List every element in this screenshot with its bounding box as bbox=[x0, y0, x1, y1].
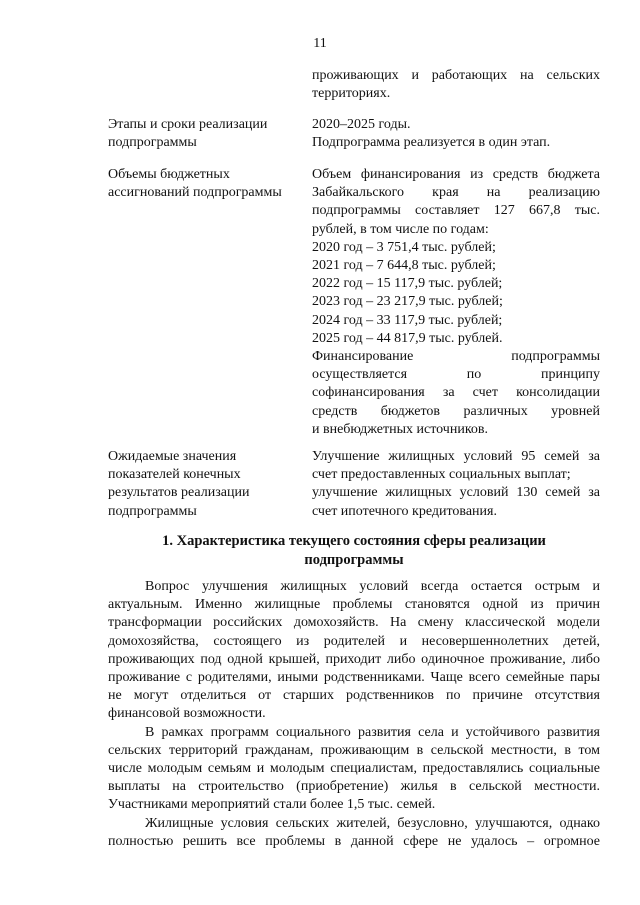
passport-value bbox=[312, 448, 600, 521]
passport-label bbox=[108, 166, 312, 439]
value-line: и внебюджетных источников. bbox=[312, 421, 489, 437]
body-line: полностью решить все проблемы в данной сфере не удалось – огромное bbox=[108, 833, 600, 849]
body-line: В рамках программ социального развития села и устойчивого развития bbox=[145, 724, 600, 740]
label-line: ассигнований подпрограммы bbox=[108, 185, 282, 201]
passport-value bbox=[312, 116, 600, 152]
value-line: Объем финансирования из средств бюджета bbox=[312, 167, 600, 182]
value-line: 2024 год – 33 117,9 тыс. рублей; bbox=[312, 312, 503, 328]
label-line: показателей конечных bbox=[108, 467, 241, 483]
body-line: трансформации российских домохозяйств. На смену классической модели bbox=[108, 615, 600, 631]
value-line: улучшение жилищных условий 130 семей за bbox=[312, 485, 600, 501]
body-line: выплаты на строительство (приобретение) жилья в сельской местности. bbox=[108, 779, 600, 795]
body-line: числе молодым семьям и молодым специалистам, предоставлялись социальные bbox=[108, 761, 600, 777]
passport-row-expected-results bbox=[108, 448, 600, 521]
passport-label-empty bbox=[108, 67, 312, 103]
page-number: 11 bbox=[313, 36, 327, 51]
label-line: результатов реализации bbox=[108, 485, 250, 501]
body-line: домохозяйства, состоящего из родителей и несовершеннолетних детей, bbox=[108, 633, 600, 649]
label-line: Объемы бюджетных bbox=[108, 167, 230, 182]
body-line: проживающих под одной крышей, приходит либо одиночное проживание, либо bbox=[108, 651, 600, 667]
label-line: подпрограммы bbox=[108, 503, 197, 519]
value-line: 2023 год – 23 217,9 тыс. рублей; bbox=[312, 294, 503, 310]
body-line: Вопрос улучшения жилищных условий всегда остается острым и bbox=[145, 579, 600, 594]
value-line: Финансирование подпрограммы bbox=[312, 349, 600, 365]
body-line: сельских территорий гражданам, проживающим в сельской местности, в том bbox=[108, 742, 600, 758]
value-line: проживающих и работающих на сельских bbox=[312, 68, 600, 83]
value-line: счет предоставленных социальных выплат; bbox=[312, 467, 571, 483]
body-line: Жилищные условия сельских жителей, безусловно, улучшаются, однако bbox=[145, 815, 600, 831]
body-text bbox=[108, 578, 600, 851]
label-line: подпрограммы bbox=[108, 135, 197, 151]
value-line: 2020–2025 годы. bbox=[312, 117, 411, 132]
value-line: 2022 год – 15 117,9 тыс. рублей; bbox=[312, 276, 503, 292]
passport-row-stages bbox=[108, 116, 600, 152]
passport-row-budget bbox=[108, 166, 600, 439]
body-line: не могут отделиться от старших родственников по причине отсутствия bbox=[108, 688, 600, 704]
value-line: территориях. bbox=[312, 86, 391, 102]
body-line: Участниками мероприятий стали более 1,5 тыс. семей. bbox=[108, 797, 436, 813]
value-line: Забайкальского края на реализацию bbox=[312, 185, 600, 201]
passport-row-continued bbox=[108, 67, 600, 103]
passport-value bbox=[312, 67, 600, 103]
passport-value bbox=[312, 166, 600, 439]
body-line: актуальным. Именно жилищные проблемы становятся одной из причин bbox=[108, 597, 600, 613]
passport-label bbox=[108, 448, 312, 521]
value-line: Улучшение жилищных условий 95 семей за bbox=[312, 449, 600, 464]
label-line: Ожидаемые значения bbox=[108, 449, 237, 464]
body-line: проживание с родителями, иными родственниками. Чаще всего семейные пары bbox=[108, 670, 600, 686]
passport-label bbox=[108, 116, 312, 152]
value-line: Подпрограмма реализуется в один этап. bbox=[312, 135, 551, 151]
value-line: 2020 год – 3 751,4 тыс. рублей; bbox=[312, 239, 496, 255]
value-line: 2025 год – 44 817,9 тыс. рублей. bbox=[312, 330, 503, 346]
heading-line: подпрограммы bbox=[304, 551, 404, 568]
label-line: Этапы и сроки реализации bbox=[108, 117, 268, 132]
body-line: финансовой возможности. bbox=[108, 706, 266, 722]
heading-line: 1. Характеристика текущего состояния сферы реализации bbox=[162, 533, 546, 549]
value-line: осуществляется по принципу bbox=[312, 367, 600, 383]
value-line: средств бюджетов различных уровней bbox=[312, 403, 600, 419]
value-line: счет ипотечного кредитования. bbox=[312, 503, 497, 519]
value-line: софинансирования за счет консолидации bbox=[312, 385, 600, 401]
value-line: подпрограммы составляет 127 667,8 тыс. bbox=[312, 203, 600, 219]
value-line: 2021 год – 7 644,8 тыс. рублей; bbox=[312, 258, 496, 274]
section-heading bbox=[108, 532, 600, 569]
value-line: рублей, в том числе по годам: bbox=[312, 221, 489, 237]
